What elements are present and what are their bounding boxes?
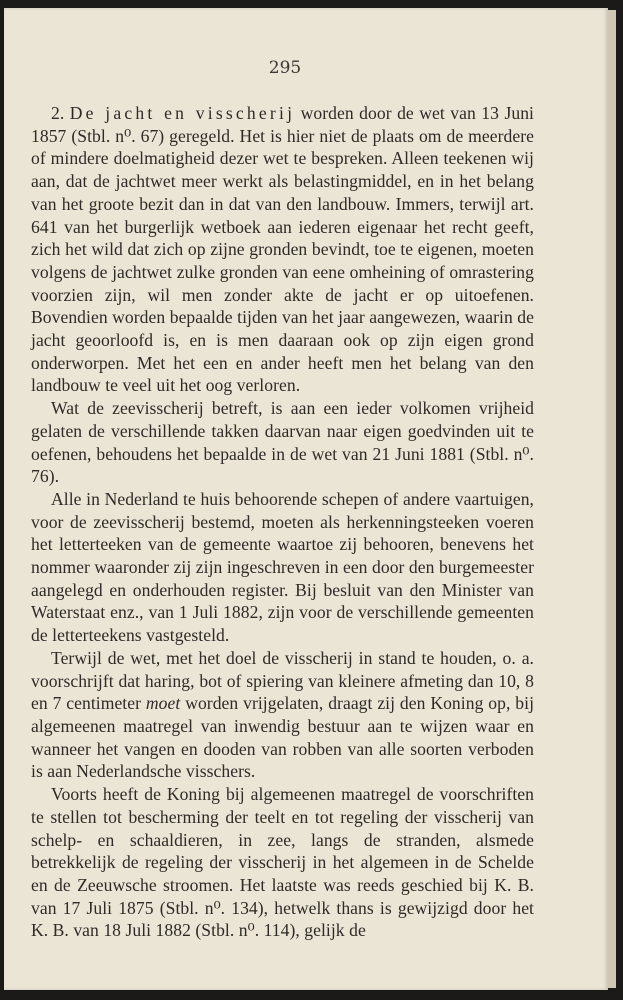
paragraph-hunting-fishing [31, 102, 534, 397]
paragraph-text: Terwijl de wet, met het doel de visscherij in stand te houden, o. a. voorschrijft dat haring, bot of spiering van kleinere afmeting dan 10, 8 en 7 centimeter [31, 647, 534, 714]
paragraph-royal-decree: Voorts heeft de Koning bij algemeenen maatregel de voorschriften te stellen tot bescherming der teelt en tot regeling der visscherij van schelp- en schaaldieren, in zee, langs de stranden, alsmede betrekkelijk de regeling der visscherij in het algemeen in de Schelde en de Zeeuwsche stroomen. Het laatste was reeds geschied bij K. B. van 17 Juli 1875 (Stbl. n⁰. 134), hetwelk thans is gewijzigd door het K. B. van 18 Juli 1882 (Stbl. n⁰. 114), gelijk de [31, 784, 534, 941]
paragraph-text: worden door de wet van 13 Juni 1857 (Stbl. n⁰. 67) geregeld. Het is hier niet de plaats om de meerdere of mindere doelmatigheid dezer wet te bespreken. Alleen teekenen wij aan, dat de jachtwet meer werkt als belastingmiddel, en in het belang van het groote bezit dan in dat van den landbouw. Immers, terwijl art. 641 van het burgerlijk wetboek aan iederen eigenaar het recht geeft, zich het wild dat zich op zijne gronden bevindt, toe te eigenen, moeten volgens de jachtwet zulke gronden van eene omheining of omrastering voorzien zijn, wil men zonder akte de jacht er op uitoefenen. Bovendien worden bepaalde tijden van het jaar aangewezen, waarin de jacht geoorloofd is, en is men daaraan ook op zijn eigen grond onderworpen. Met het een en ander heeft men het belang van den landbouw te veel uit het oog verloren. [31, 103, 534, 396]
paragraph-law [31, 647, 534, 783]
paragraph-vessels: Alle in Nederland te huis behoorende schepen of andere vaartuigen, voor de zeevisscherij bestemd, moeten als herkenningsteeken voeren het letterteeken van de gemeente waartoe zij behooren, benevens het nommer waaronder zij zijn ingeschreven in een door den burgemeester aangelegd en onderhouden register. Bij besluit van den Minister van Waterstaat enz., van 1 Juli 1882, zijn voor de verschillende gemeenten de letterteekens vastgesteld. [31, 488, 534, 646]
page-number: 295 [268, 58, 302, 78]
section-number: 2. [51, 103, 65, 123]
paragraph-text: worden vrijgelaten, draagt zij den Koning op, bij algemeenen maatregel van inwendig bestuur aan te wijzen waar en wanneer het vangen en dooden van robben van alle soorten verboden is aan Nederlandsche visschers. [31, 693, 535, 782]
page-edge [608, 10, 616, 988]
paragraph-sea-fishing: Wat de zeevisscherij betreft, is aan een ieder volkomen vrijheid gelaten de verschillende takken daarvan naar eigen goedvinden uit te oefenen, behoudens het bepaalde in de wet van 21 Juni 1881 (Stbl. n⁰. 76). [31, 398, 534, 487]
section-heading: De jacht en visscherij [69, 103, 296, 123]
emphasis: moet [145, 693, 181, 714]
body-text [31, 102, 534, 942]
book-page [4, 8, 608, 990]
